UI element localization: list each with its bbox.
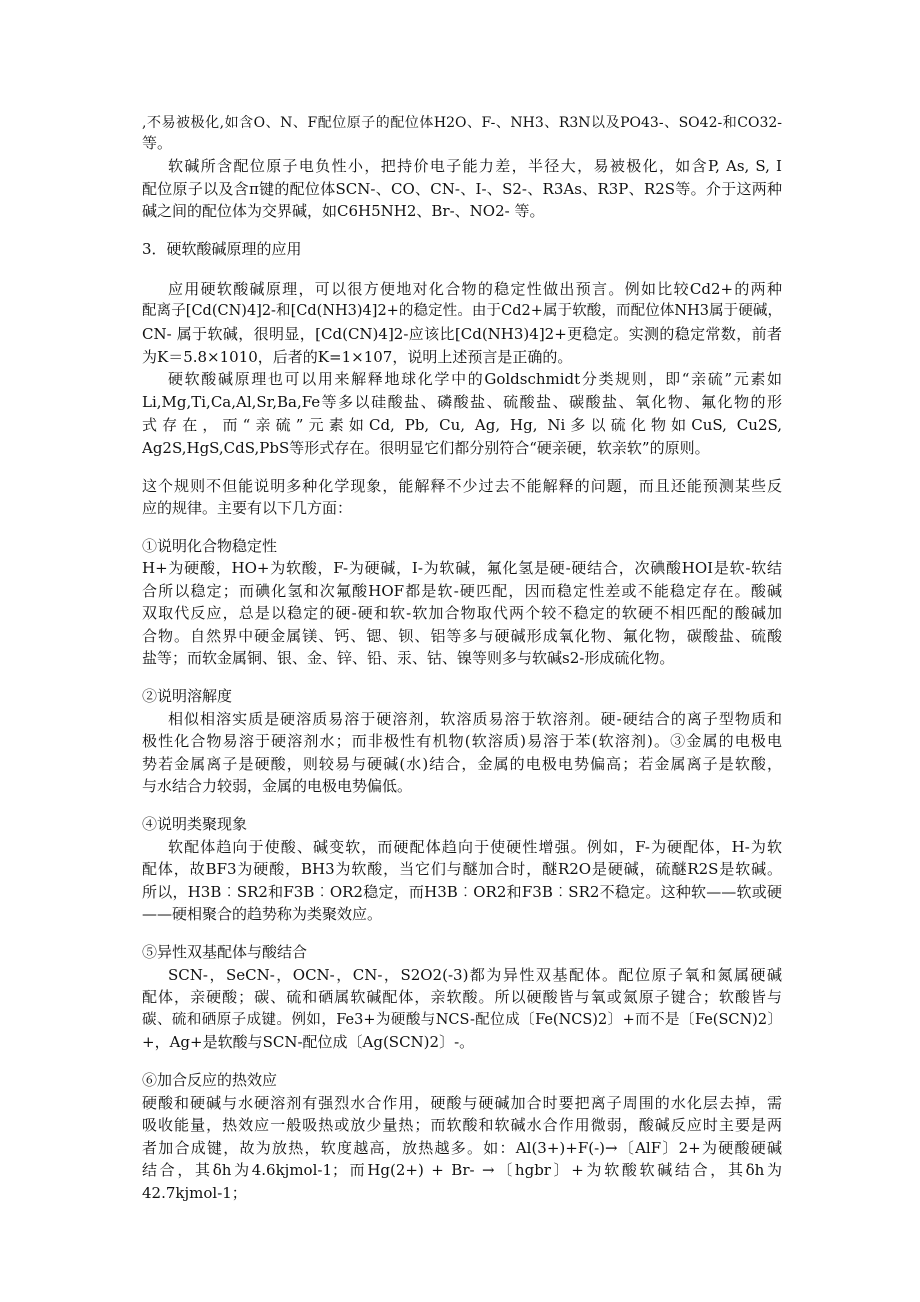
text-line: Li,Mg,Ti,Ca,Al,Sr,Ba,Fe等多以硅酸盐、磷酸盐、硫酸盐、碳酸盐、氧化物、氟化物的形 [142, 393, 782, 411]
text-line: 势若金属离子是硬酸，则较易与硬碱(水)结合，金属的电极电势偏高；若金属离子是软酸， [142, 755, 782, 773]
subsection-heading: ①说明化合物稳定性 [142, 537, 278, 555]
text-line: SCN-，SeCN-，OCN-，CN-，S2O2(-3)都为异性双基配体。配位原子氧和氮属硬碱 [168, 966, 782, 984]
text-line: 应的规律。主要有以下几方面： [142, 499, 353, 517]
text-line: 者加合成键，故为放热，软度越高，放热越多。如：Al(3+)+F(-)→〔AlF〕2+为硬酸硬碱 [142, 1139, 782, 1157]
text-line: 碳、硫和硒原子成键。例如，Fe3+为硬酸与NCS-配位成〔Fe(NCS)2〕+而不是〔Fe(SCN)2〕 [142, 1012, 782, 1028]
text-line: 配位原子以及含π键的配位体SCN-、CO、CN-、I-、S2-、R3As、R3P、R2S等。介于这两种 [142, 180, 782, 198]
text-line: 软配体趋向于使酸、碱变软，而硬配体趋向于使硬性增强。例如，F-为硬配体，H-为软 [168, 838, 782, 856]
text-line: 合所以稳定；而碘化氢和次氟酸HOF都是软-硬匹配，因而稳定性差或不能稳定存在。酸碱 [142, 582, 782, 600]
text-line: 所以，H3B︰SR2和F3B︰OR2稳定，而H3B︰OR2和F3B︰SR2不稳定。这种软——软或硬 [142, 883, 782, 901]
text-line: 碱之间的配位体为交界碱，如C6H5NH2、Br-、NO2- 等。 [142, 202, 545, 220]
text-line: 与水结合力较弱，金属的电极电势偏低。 [142, 777, 413, 795]
text-line: 为K＝5.8×1010，后者的K=1×107，说明上述预言是正确的。 [142, 348, 573, 366]
text-line: 应用硬软酸碱原理，可以很方便地对化合物的稳定性做出预言。例如比较Cd2+的两种 [168, 280, 782, 298]
subsection-heading: ⑤异性双基配体与酸结合 [142, 943, 308, 961]
text-line: 结合，其δh为4.6kjmol-1；而Hg(2+) + Br- →〔hgbr〕+为软酸软碱结合，其δh为 [142, 1161, 782, 1179]
text-line: 配离子[Cd(CN)4]2-和[Cd(NH3)4]2+的稳定性。由于Cd2+属于软酸，而配位体NH3属于硬碱， [142, 303, 782, 319]
text-line: 等。 [142, 134, 173, 152]
text-line: 吸收能量，热效应一般吸热或放少量热；而软酸和软碱水合作用微弱，酸碱反应时主要是两 [142, 1116, 782, 1134]
section-heading: 3．硬软酸碱原理的应用 [142, 240, 302, 258]
text-line: 软碱所含配位原子电负性小，把持价电子能力差，半径大，易被极化，如含P, As, S, I [168, 157, 782, 175]
text-line: 配体，故BF3为硬酸，BH3为软酸，当它们与醚加合时，醚R2O是硬碱，硫醚R2S是软碱。 [142, 860, 782, 878]
text-line: Ag2S,HgS,CdS,PbS等形式存在。很明显它们都分别符合“硬亲硬，软亲软”的原则。 [142, 439, 710, 457]
subsection-heading: ②说明溶解度 [142, 687, 233, 705]
text-line: 双取代反应，总是以稳定的硬-硬和软-软加合物取代两个较不稳定的软硬不相匹配的酸碱加 [142, 604, 782, 622]
text-line: 极性化合物易溶于硬溶剂水；而非极性有机物(软溶质)易溶于苯(软溶剂)。③金属的电极电 [142, 732, 782, 750]
text-line: ——硬相聚合的趋势称为类聚效应。 [142, 905, 383, 923]
text-line: H+为硬酸，HO+为软酸，F-为硬碱，I-为软碱，氟化氢是硬-硬结合，次碘酸HOI是软-软结 [142, 559, 782, 577]
text-line: ,不易被极化,如含O、N、F配位原子的配位体H2O、F-、NH3、R3N以及PO43-、SO42-和CO32- [142, 115, 782, 131]
text-line: 硬软酸碱原理也可以用来解释地球化学中的Goldschmidt分类规则，即“亲硫”元素如 [168, 370, 782, 388]
text-line: 配体，亲硬酸；碳、硫和硒属软碱配体，亲软酸。所以硬酸皆与氧或氮原子键合；软酸皆与 [142, 988, 782, 1006]
text-line: 式存在，而“亲硫”元素如Cd, Pb, Cu, Ag, Hg, Ni多以硫化物如CuS, Cu2S, [142, 416, 782, 434]
subsection-heading: ⑥加合反应的热效应 [142, 1071, 278, 1089]
text-line: 合物。自然界中硬金属镁、钙、锶、钡、铝等多与硬碱形成氧化物、氟化物，碳酸盐、硫酸 [142, 627, 782, 645]
text-line: 硬酸和硬碱与水硬溶剂有强烈水合作用，硬酸与硬碱加合时要把离子周围的水化层去掉，需 [142, 1094, 782, 1112]
text-line: 42.7kjmol-1； [142, 1184, 247, 1202]
text-line: CN- 属于软碱，很明显，[Cd(CN)4]2-应该比[Cd(NH3)4]2+更稳定。实测的稳定常数，前者 [142, 325, 782, 343]
text-line: 相似相溶实质是硬溶质易溶于硬溶剂，软溶质易溶于软溶剂。硬-硬结合的离子型物质和 [168, 710, 782, 728]
subsection-heading: ④说明类聚现象 [142, 815, 248, 833]
text-line: 这个规则不但能说明多种化学现象，能解释不少过去不能解释的问题，而且还能预测某些反 [142, 477, 782, 495]
text-line: 盐等；而软金属铜、银、金、锌、铅、汞、钴、镍等则多与软碱s2-形成硫化物。 [142, 649, 675, 667]
text-line: +，Ag+是软酸与SCN-配位成〔Ag(SCN)2〕-。 [142, 1033, 475, 1051]
